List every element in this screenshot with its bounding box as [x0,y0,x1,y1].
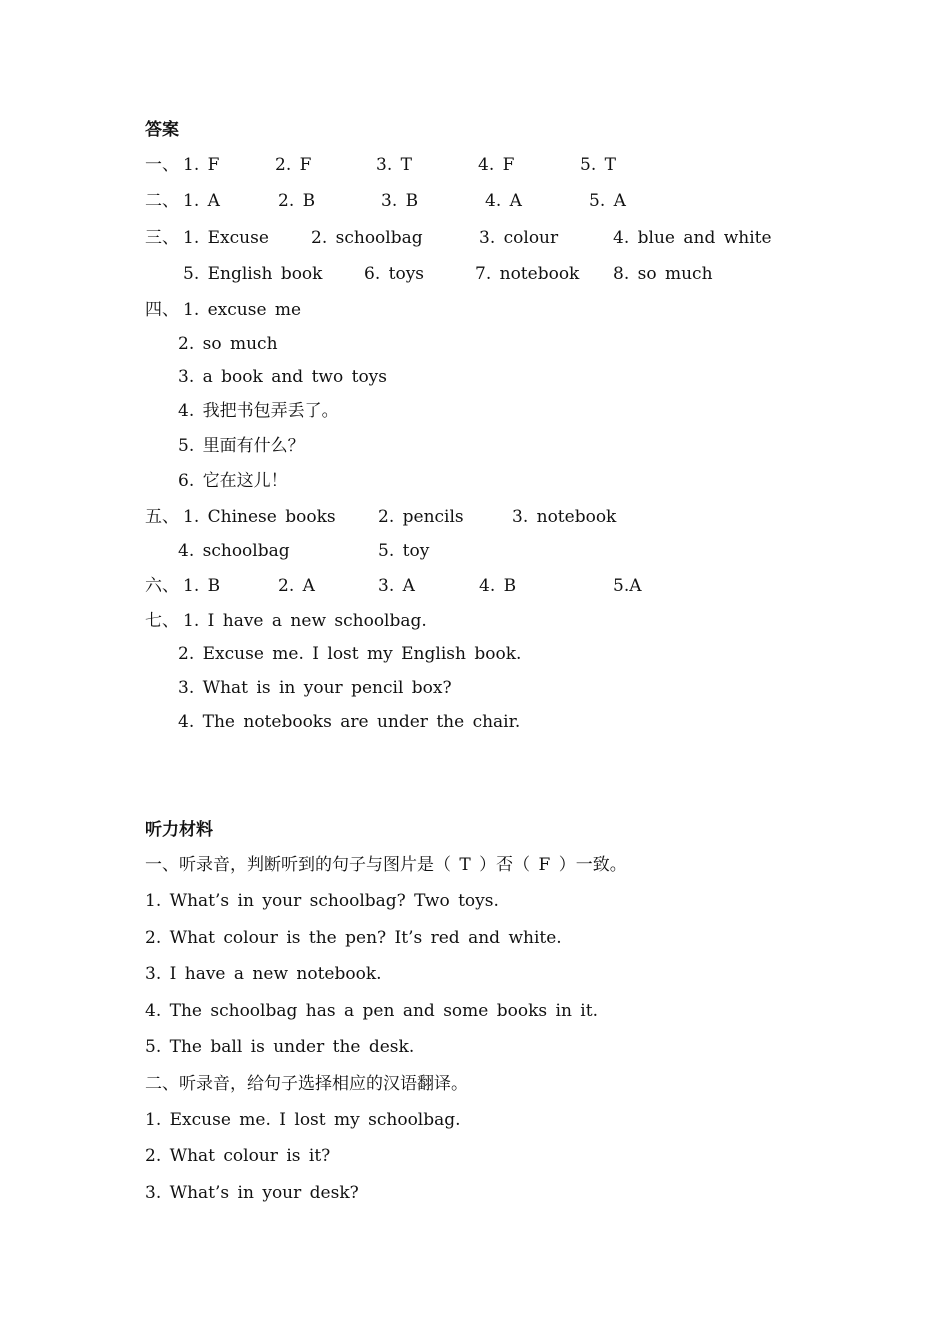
answer-item: 4. blue and white [613,228,772,248]
answers-heading: 答案 [145,120,179,140]
answer-item: 5. toy [378,541,430,561]
listening-heading: 听力材料 [145,820,213,840]
listening-part-2-instruction: 二、听录音，给句子选择相应的汉语翻译。 [145,1074,468,1094]
answer-item: 4. schoolbag [178,541,290,561]
answer-item: 5.A [613,576,642,596]
section-2-prefix: 二、 [145,191,179,211]
answer-item: 3. A [378,576,415,596]
section-1-prefix: 一、 [145,155,179,175]
answer-item: 2. A [278,576,315,596]
listening-item: 2. What colour is it? [145,1146,331,1166]
answer-item: 5. T [580,155,616,175]
answer-item: 3. What is in your pencil box? [178,678,452,698]
answer-item: 6. toys [364,264,425,284]
answer-item: 3. colour [479,228,559,248]
listening-item: 4. The schoolbag has a pen and some books in it. [145,1001,598,1021]
section-6-prefix: 六、 [145,576,179,596]
answer-item: 2. so much [178,334,278,354]
answer-item: 7. notebook [475,264,580,284]
answer-item: 3. notebook [512,507,617,527]
listening-item: 1. Excuse me. I lost my schoolbag. [145,1110,461,1130]
listening-part-1-instruction: 一、听录音，判断听到的句子与图片是（ T ）否（ F ）一致。 [145,855,627,875]
answer-item: 1. excuse me [183,300,302,320]
answer-item: 6. 它在这儿！ [178,471,288,491]
listening-item: 2. What colour is the pen? It’s red and white. [145,928,562,948]
answer-item: 2. schoolbag [311,228,423,248]
answer-item: 1. A [183,191,220,211]
answer-item: 5. 里面有什么？ [178,436,305,456]
answer-item: 2. Excuse me. I lost my English book. [178,644,522,664]
answer-item: 8. so much [613,264,713,284]
listening-item: 3. What’s in your desk? [145,1183,359,1203]
answer-item: 5. English book [183,264,323,284]
answer-item: 4. The notebooks are under the chair. [178,712,521,732]
section-4-prefix: 四、 [145,300,179,320]
answer-item: 1. F [183,155,220,175]
listening-item: 3. I have a new notebook. [145,964,382,984]
listening-item: 1. What’s in your schoolbag? Two toys. [145,891,499,911]
answer-item: 2. B [278,191,316,211]
answer-item: 1. I have a new schoolbag. [183,611,427,631]
answer-item: 3. B [381,191,419,211]
answer-item: 4. 我把书包弄丢了。 [178,401,339,421]
answer-item: 4. B [479,576,517,596]
answer-item: 2. F [275,155,312,175]
section-5-prefix: 五、 [145,507,179,527]
answer-item: 4. A [485,191,522,211]
answer-item: 3. a book and two toys [178,367,388,387]
listening-item: 5. The ball is under the desk. [145,1037,415,1057]
section-3-prefix: 三、 [145,228,179,248]
section-7-prefix: 七、 [145,611,179,631]
answer-item: 5. A [589,191,626,211]
answer-item: 1. Excuse [183,228,269,248]
answer-item: 3. T [376,155,412,175]
answer-item: 4. F [478,155,515,175]
answer-item: 1. Chinese books [183,507,336,527]
answer-item: 2. pencils [378,507,464,527]
answer-item: 1. B [183,576,221,596]
